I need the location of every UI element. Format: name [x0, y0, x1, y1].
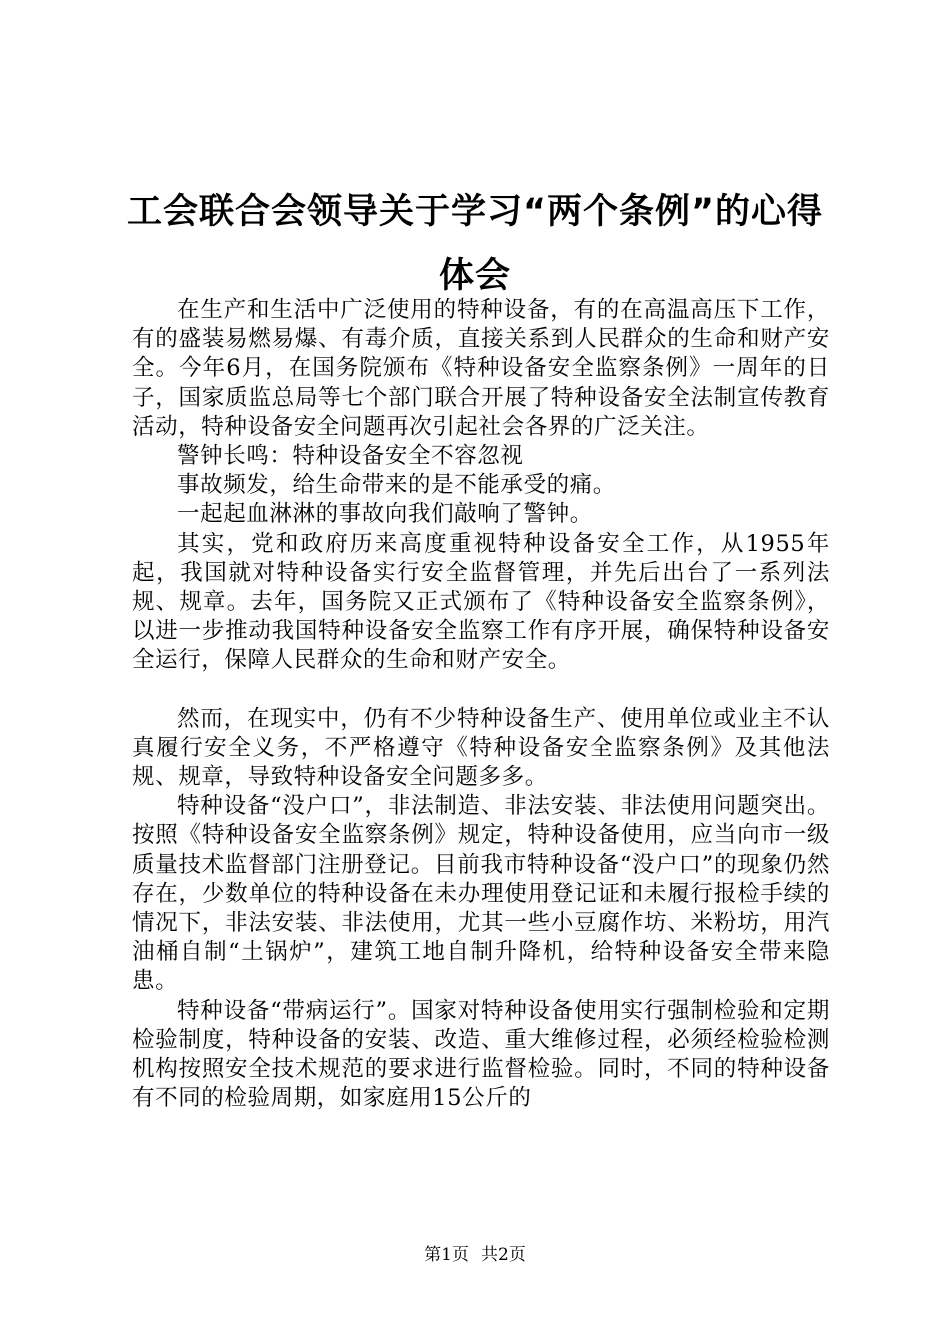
document-body: [132, 296, 830, 1113]
paragraph: 一起起血淋淋的事故向我们敲响了警钟。: [177, 501, 593, 528]
paragraph: 然而，在现实中，仍有不少特种设备生产、使用单位或业主不认真履行安全义务，不严格遵守《特种设备安全监察条例》及其他法规、规章，导致特种设备安全问题多多。: [132, 705, 830, 791]
page-number-total: 共2页: [481, 1245, 526, 1265]
paragraph: 特种设备“带病运行”。国家对特种设备使用实行强制检验和定期检验制度，特种设备的安装、改造、重大维修过程，必须经检验检测机构按照安全技术规范的要求进行监督检验。同时，不同的特种设备有不同的检验周期，如家庭用15公斤的: [132, 997, 830, 1112]
page-number-current: 第1页: [424, 1245, 469, 1265]
paragraph: 在生产和生活中广泛使用的特种设备，有的在高温高压下工作，有的盛装易燃易爆、有毒介质，直接关系到人民群众的生命和财产安全。今年6月，在国务院颁布《特种设备安全监察条例》一周年的日子，国家质监总局等七个部门联合开展了特种设备安全法制宣传教育活动，特种设备安全问题再次引起社会各界的广泛关注。: [132, 297, 830, 440]
page-footer: [0, 1244, 950, 1266]
document-title: 工会联合会领导关于学习“两个条例”的心得体会: [126, 192, 823, 296]
section-heading: 警钟长鸣：特种设备安全不容忽视: [177, 443, 524, 470]
paragraph: 特种设备“没户口”，非法制造、非法安装、非法使用问题突出。按照《特种设备安全监察条例》规定，特种设备使用，应当向市一级质量技术监督部门注册登记。目前我市特种设备“没户口”的现象仍然存在，少数单位的特种设备在未办理使用登记证和未履行报检手续的情况下，非法安装、非法使用，尤其一些小豆腐作坊、米粉坊，用汽油桶自制“土锅炉”，建筑工地自制升降机，给特种设备安全带来隐患。: [132, 793, 830, 995]
paragraph: 事故频发，给生命带来的是不能承受的痛。: [177, 472, 616, 499]
paragraph: 其实，党和政府历来高度重视特种设备安全工作，从1955年起，我国就对特种设备实行安全监督管理，并先后出台了一系列法规、规章。去年，国务院又正式颁布了《特种设备安全监察条例》，以进一步推动我国特种设备安全监察工作有序开展，确保特种设备安全运行，保障人民群众的生命和财产安全。: [132, 530, 830, 674]
